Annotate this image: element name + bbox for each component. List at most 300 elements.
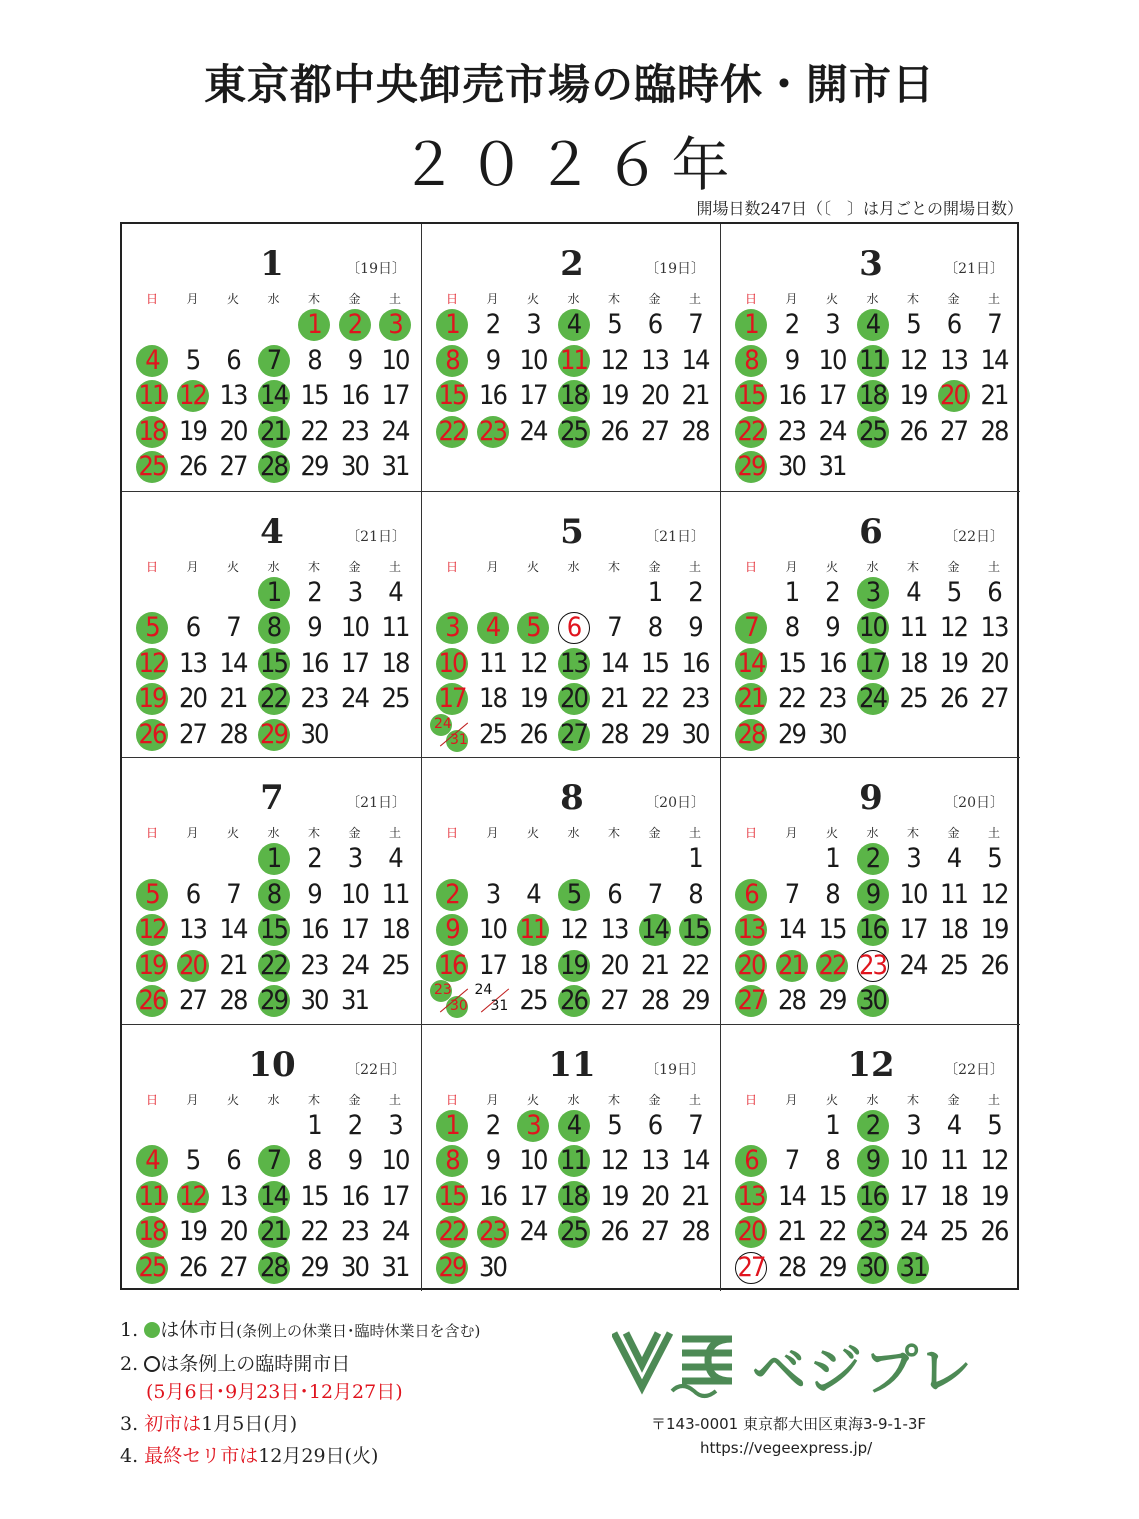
day-number: 23 [479, 415, 506, 447]
weekday-header: 日 [445, 826, 458, 840]
day-cell [132, 1144, 172, 1178]
day-cell [635, 379, 675, 413]
day-number: 24 [474, 982, 493, 998]
day-number: 26 [940, 683, 967, 714]
day-number: 24 [434, 715, 452, 732]
weekday-header: 木 [307, 559, 320, 574]
weekday-header: 木 [906, 292, 919, 306]
day-number: 30 [778, 451, 805, 482]
day-number: 29 [300, 1251, 328, 1283]
day-cell [554, 1180, 594, 1214]
day-number: 6 [647, 1109, 662, 1141]
weekday-header: 月 [186, 1092, 199, 1107]
day-number: 10 [899, 878, 927, 910]
day-cell [812, 576, 852, 610]
weekday-header: 木 [906, 559, 919, 574]
note-4-text: 12月29日(火) [258, 1445, 379, 1467]
weekday-header: 火 [825, 292, 838, 306]
day-cell [594, 415, 634, 449]
day-cell [173, 1144, 213, 1178]
weekday-header: 日 [744, 292, 757, 306]
day-cell [132, 682, 172, 716]
day-cell [375, 415, 415, 449]
day-number: 31 [490, 998, 509, 1014]
day-cell [294, 308, 334, 342]
day-cell [294, 718, 334, 752]
day-number: 18 [138, 415, 166, 447]
day-cell [254, 450, 294, 484]
weekday-header: 金 [648, 559, 661, 574]
day-cell [635, 949, 675, 983]
day-cell [432, 344, 472, 378]
day-number: 17 [859, 647, 886, 679]
day-cell [853, 878, 893, 912]
day-number: 17 [381, 1180, 409, 1212]
day-number: 3 [526, 1109, 540, 1141]
day-number: 8 [784, 612, 799, 643]
day-cell [173, 949, 213, 983]
day-cell [173, 718, 213, 752]
weekday-header: 土 [688, 559, 701, 574]
day-cell [432, 1215, 472, 1249]
day-cell [675, 718, 715, 752]
day-number: 20 [219, 415, 247, 447]
day-cell [812, 878, 852, 912]
day-cell [335, 379, 375, 413]
day-number: 7 [226, 612, 240, 643]
day-cell [772, 379, 812, 413]
day-number: 2 [865, 843, 880, 874]
day-number: 20 [737, 949, 765, 981]
day-number: 5 [987, 1109, 1001, 1141]
day-cell [974, 913, 1014, 947]
weekday-header: 月 [486, 559, 499, 574]
day-number: 5 [946, 576, 961, 608]
day-cell [432, 1109, 472, 1143]
day-number: 18 [940, 1180, 967, 1212]
day-cell [473, 611, 513, 645]
weekday-header: 日 [744, 559, 757, 574]
day-cell [974, 1109, 1014, 1143]
split-day-cell [473, 984, 513, 1018]
day-cell [335, 415, 375, 449]
day-number: 27 [980, 683, 1008, 714]
day-number: 6 [647, 309, 662, 340]
day-number: 4 [566, 1109, 581, 1141]
day-number: 27 [179, 985, 206, 1016]
day-cell [594, 1215, 634, 1249]
day-number: 21 [600, 683, 628, 714]
day-cell [893, 576, 933, 610]
day-number: 26 [138, 985, 166, 1016]
day-number: 22 [818, 1216, 846, 1247]
day-number: 12 [940, 612, 967, 643]
weekday-header: 土 [388, 559, 401, 574]
day-number: 10 [438, 647, 466, 679]
day-cell [335, 450, 375, 484]
day-cell [294, 1109, 334, 1143]
day-cell [594, 984, 634, 1018]
day-cell [812, 308, 852, 342]
day-cell [132, 1215, 172, 1249]
weekday-header: 水 [267, 1092, 280, 1107]
day-number: 15 [300, 1180, 328, 1212]
day-cell [473, 1251, 513, 1285]
month-number: 3 [859, 244, 883, 284]
day-number: 22 [681, 949, 709, 981]
day-cell [974, 379, 1014, 413]
weekday-header: 水 [866, 292, 879, 306]
day-number: 1 [307, 309, 321, 340]
day-cell [731, 647, 771, 681]
day-cell [132, 913, 172, 947]
weekday-header: 火 [526, 559, 539, 574]
weekday-header: 月 [486, 292, 499, 306]
day-cell [173, 682, 213, 716]
day-number: 2 [784, 309, 799, 340]
day-cell [934, 1144, 974, 1178]
day-number: 5 [185, 1145, 200, 1176]
day-cell [974, 842, 1014, 876]
day-cell [335, 842, 375, 876]
day-cell [294, 415, 334, 449]
day-number: 26 [179, 1251, 206, 1283]
calendar-year: ２０２６年 [399, 131, 740, 199]
day-number: 24 [381, 415, 409, 447]
day-cell [675, 308, 715, 342]
day-cell [335, 1109, 375, 1143]
weekday-header: 火 [226, 292, 239, 306]
day-number: 19 [560, 949, 587, 981]
day-number: 20 [980, 647, 1008, 679]
day-cell [853, 611, 893, 645]
note-1-number: 1. [120, 1319, 139, 1341]
day-cell [675, 1215, 715, 1249]
weekday-header: 金 [947, 826, 960, 840]
company-url[interactable]: https://vegeexpress.jp/ [700, 1439, 873, 1457]
month-block-12 [720, 1024, 1020, 1291]
day-cell [635, 1215, 675, 1249]
day-number: 23 [341, 415, 368, 447]
day-number: 6 [185, 612, 200, 643]
day-number: 24 [519, 415, 547, 447]
weekday-header: 金 [648, 1092, 661, 1107]
day-cell [554, 308, 594, 342]
day-number: 16 [479, 380, 506, 411]
day-number: 20 [560, 683, 587, 714]
day-number: 15 [438, 1180, 466, 1212]
day-number: 3 [825, 309, 839, 340]
day-number: 16 [681, 647, 709, 679]
weekday-header: 土 [987, 1092, 1000, 1107]
day-number: 17 [341, 914, 368, 945]
day-number: 14 [681, 344, 709, 376]
day-cell [473, 718, 513, 752]
weekday-header: 木 [906, 1092, 919, 1107]
day-number: 7 [647, 878, 662, 910]
day-number: 9 [865, 878, 880, 910]
day-cell [254, 576, 294, 610]
day-cell [473, 1215, 513, 1249]
day-number: 8 [307, 1145, 321, 1176]
day-cell [731, 913, 771, 947]
day-cell [635, 308, 675, 342]
day-cell [772, 878, 812, 912]
weekday-header: 日 [145, 826, 158, 840]
month-number: 8 [560, 778, 584, 818]
day-number: 3 [906, 843, 920, 874]
note-2-text: は条例上の臨時開市日 [160, 1353, 351, 1375]
month-block-2 [421, 224, 721, 491]
day-cell [294, 647, 334, 681]
day-number: 22 [300, 415, 328, 447]
day-number: 5 [526, 612, 540, 643]
day-number: 1 [825, 843, 839, 874]
day-cell [335, 1215, 375, 1249]
day-number: 1 [445, 1109, 459, 1141]
day-number: 21 [778, 949, 805, 981]
month-number: 5 [560, 511, 584, 552]
day-number: 26 [600, 1216, 628, 1247]
day-number: 6 [226, 1145, 240, 1176]
day-number: 29 [641, 718, 668, 750]
day-number: 5 [145, 878, 159, 910]
day-cell [254, 611, 294, 645]
day-cell [335, 1251, 375, 1285]
day-cell [635, 611, 675, 645]
day-cell [294, 1180, 334, 1214]
day-cell [893, 308, 933, 342]
day-number: 1 [266, 576, 281, 608]
day-number: 13 [940, 344, 967, 376]
day-number: 6 [566, 612, 581, 643]
day-cell [934, 842, 974, 876]
note-3-label: 初市は [144, 1413, 202, 1435]
day-cell [934, 647, 974, 681]
day-cell [473, 682, 513, 716]
day-cell [294, 344, 334, 378]
day-number: 31 [818, 451, 846, 482]
weekday-header: 月 [186, 826, 199, 840]
weekday-header: 金 [348, 559, 361, 574]
day-cell [213, 647, 253, 681]
day-cell [473, 1180, 513, 1214]
weekday-header: 火 [526, 1092, 539, 1107]
day-cell [635, 415, 675, 449]
day-cell [812, 1180, 852, 1214]
day-number: 13 [980, 612, 1008, 643]
day-number: 2 [865, 1109, 880, 1141]
day-cell [254, 1215, 294, 1249]
day-number: 8 [307, 344, 321, 376]
day-cell [594, 308, 634, 342]
day-number: 31 [381, 1251, 409, 1283]
day-cell [594, 647, 634, 681]
day-cell [594, 913, 634, 947]
day-number: 12 [600, 1145, 628, 1176]
day-cell [772, 308, 812, 342]
day-cell [375, 1251, 415, 1285]
day-cell [934, 415, 974, 449]
day-number: 13 [179, 914, 206, 945]
day-cell [635, 682, 675, 716]
day-number: 29 [300, 451, 328, 482]
day-number: 25 [138, 1251, 166, 1283]
weekday-header: 金 [947, 559, 960, 574]
day-cell [731, 308, 771, 342]
weekday-header: 金 [348, 292, 361, 306]
month-open-count: 〔19日〕 [645, 261, 705, 277]
weekday-header: 金 [648, 826, 661, 840]
day-number: 9 [347, 344, 362, 376]
day-number: 12 [560, 914, 587, 945]
day-number: 22 [300, 1216, 328, 1247]
day-cell [335, 647, 375, 681]
day-number: 5 [607, 309, 621, 340]
weekday-header: 月 [785, 559, 798, 574]
day-cell [772, 682, 812, 716]
day-cell [893, 344, 933, 378]
weekday-header: 金 [947, 1092, 960, 1107]
day-number: 8 [825, 878, 839, 910]
weekday-header: 日 [145, 292, 158, 306]
month-open-count: 〔21日〕 [346, 795, 406, 811]
day-number: 27 [737, 1251, 765, 1283]
day-cell [213, 415, 253, 449]
day-number: 24 [859, 683, 886, 714]
day-number: 30 [818, 718, 846, 750]
day-number: 4 [145, 344, 159, 376]
month-number: 7 [260, 778, 284, 818]
day-number: 9 [485, 344, 500, 376]
day-number: 5 [145, 612, 159, 643]
day-cell [375, 344, 415, 378]
day-number: 2 [307, 576, 321, 608]
day-cell [853, 1251, 893, 1285]
day-cell [812, 450, 852, 484]
day-cell [254, 379, 294, 413]
day-cell [513, 1144, 553, 1178]
day-cell [473, 415, 513, 449]
day-cell [213, 1251, 253, 1285]
day-number: 25 [560, 415, 587, 447]
day-cell [432, 1144, 472, 1178]
day-cell [554, 1215, 594, 1249]
day-cell [375, 682, 415, 716]
day-number: 23 [434, 982, 452, 998]
day-cell [853, 415, 893, 449]
month-block-5 [421, 491, 721, 758]
day-cell [772, 647, 812, 681]
day-cell [853, 1144, 893, 1178]
day-cell [853, 949, 893, 983]
day-cell [812, 379, 852, 413]
day-cell [635, 878, 675, 912]
day-number: 24 [899, 949, 927, 981]
day-number: 6 [185, 878, 200, 910]
day-cell [772, 344, 812, 378]
day-cell [473, 1144, 513, 1178]
day-cell [594, 1109, 634, 1143]
weekday-header: 水 [866, 1092, 879, 1107]
month-number: 10 [248, 1044, 296, 1085]
day-cell [635, 1144, 675, 1178]
day-cell [132, 949, 172, 983]
day-cell [473, 308, 513, 342]
day-number: 6 [744, 878, 758, 910]
day-number: 29 [818, 985, 846, 1016]
day-number: 2 [307, 843, 321, 874]
day-number: 20 [219, 1216, 247, 1247]
day-cell [731, 415, 771, 449]
day-number: 21 [219, 683, 247, 714]
day-number: 22 [438, 415, 466, 447]
day-number: 28 [219, 985, 247, 1016]
month-number: 6 [859, 511, 883, 552]
day-number: 9 [825, 612, 839, 643]
weekday-header: 火 [526, 292, 539, 306]
day-cell [772, 1215, 812, 1249]
day-number: 24 [519, 1216, 547, 1247]
day-cell [254, 878, 294, 912]
day-cell [893, 682, 933, 716]
day-cell [812, 682, 852, 716]
weekday-header: 木 [607, 292, 620, 306]
day-cell [812, 1144, 852, 1178]
day-number: 16 [341, 1180, 368, 1212]
day-cell [974, 878, 1014, 912]
day-number: 27 [641, 415, 668, 447]
day-cell [893, 647, 933, 681]
day-cell [594, 1144, 634, 1178]
day-cell [254, 415, 294, 449]
day-cell [213, 878, 253, 912]
day-number: 11 [560, 344, 587, 376]
day-number: 21 [260, 1216, 287, 1247]
calendar-title: 東京都中央卸売市場の臨時休・開市日 [203, 60, 935, 109]
day-cell [893, 913, 933, 947]
day-cell [554, 1109, 594, 1143]
day-number: 20 [641, 380, 668, 411]
day-cell [772, 1180, 812, 1214]
day-number: 9 [307, 612, 321, 643]
weekday-header: 日 [145, 1092, 158, 1107]
day-number: 4 [946, 843, 961, 874]
day-number: 7 [266, 344, 281, 376]
day-number: 30 [341, 451, 368, 482]
day-cell [731, 379, 771, 413]
day-cell [731, 344, 771, 378]
day-number: 8 [688, 878, 702, 910]
day-cell [934, 913, 974, 947]
weekday-header: 日 [744, 826, 757, 840]
day-number: 12 [138, 914, 166, 945]
day-number: 16 [859, 914, 886, 945]
day-number: 22 [641, 683, 668, 714]
day-number: 5 [566, 878, 581, 910]
day-cell [772, 949, 812, 983]
day-number: 24 [899, 1216, 927, 1247]
day-cell [335, 984, 375, 1018]
day-cell [731, 1251, 771, 1285]
day-number: 7 [688, 309, 702, 340]
day-number: 14 [600, 647, 628, 679]
weekday-header: 水 [267, 826, 280, 840]
day-number: 4 [145, 1145, 159, 1176]
day-number: 28 [737, 718, 765, 750]
day-cell [974, 682, 1014, 716]
weekday-header: 土 [688, 292, 701, 306]
